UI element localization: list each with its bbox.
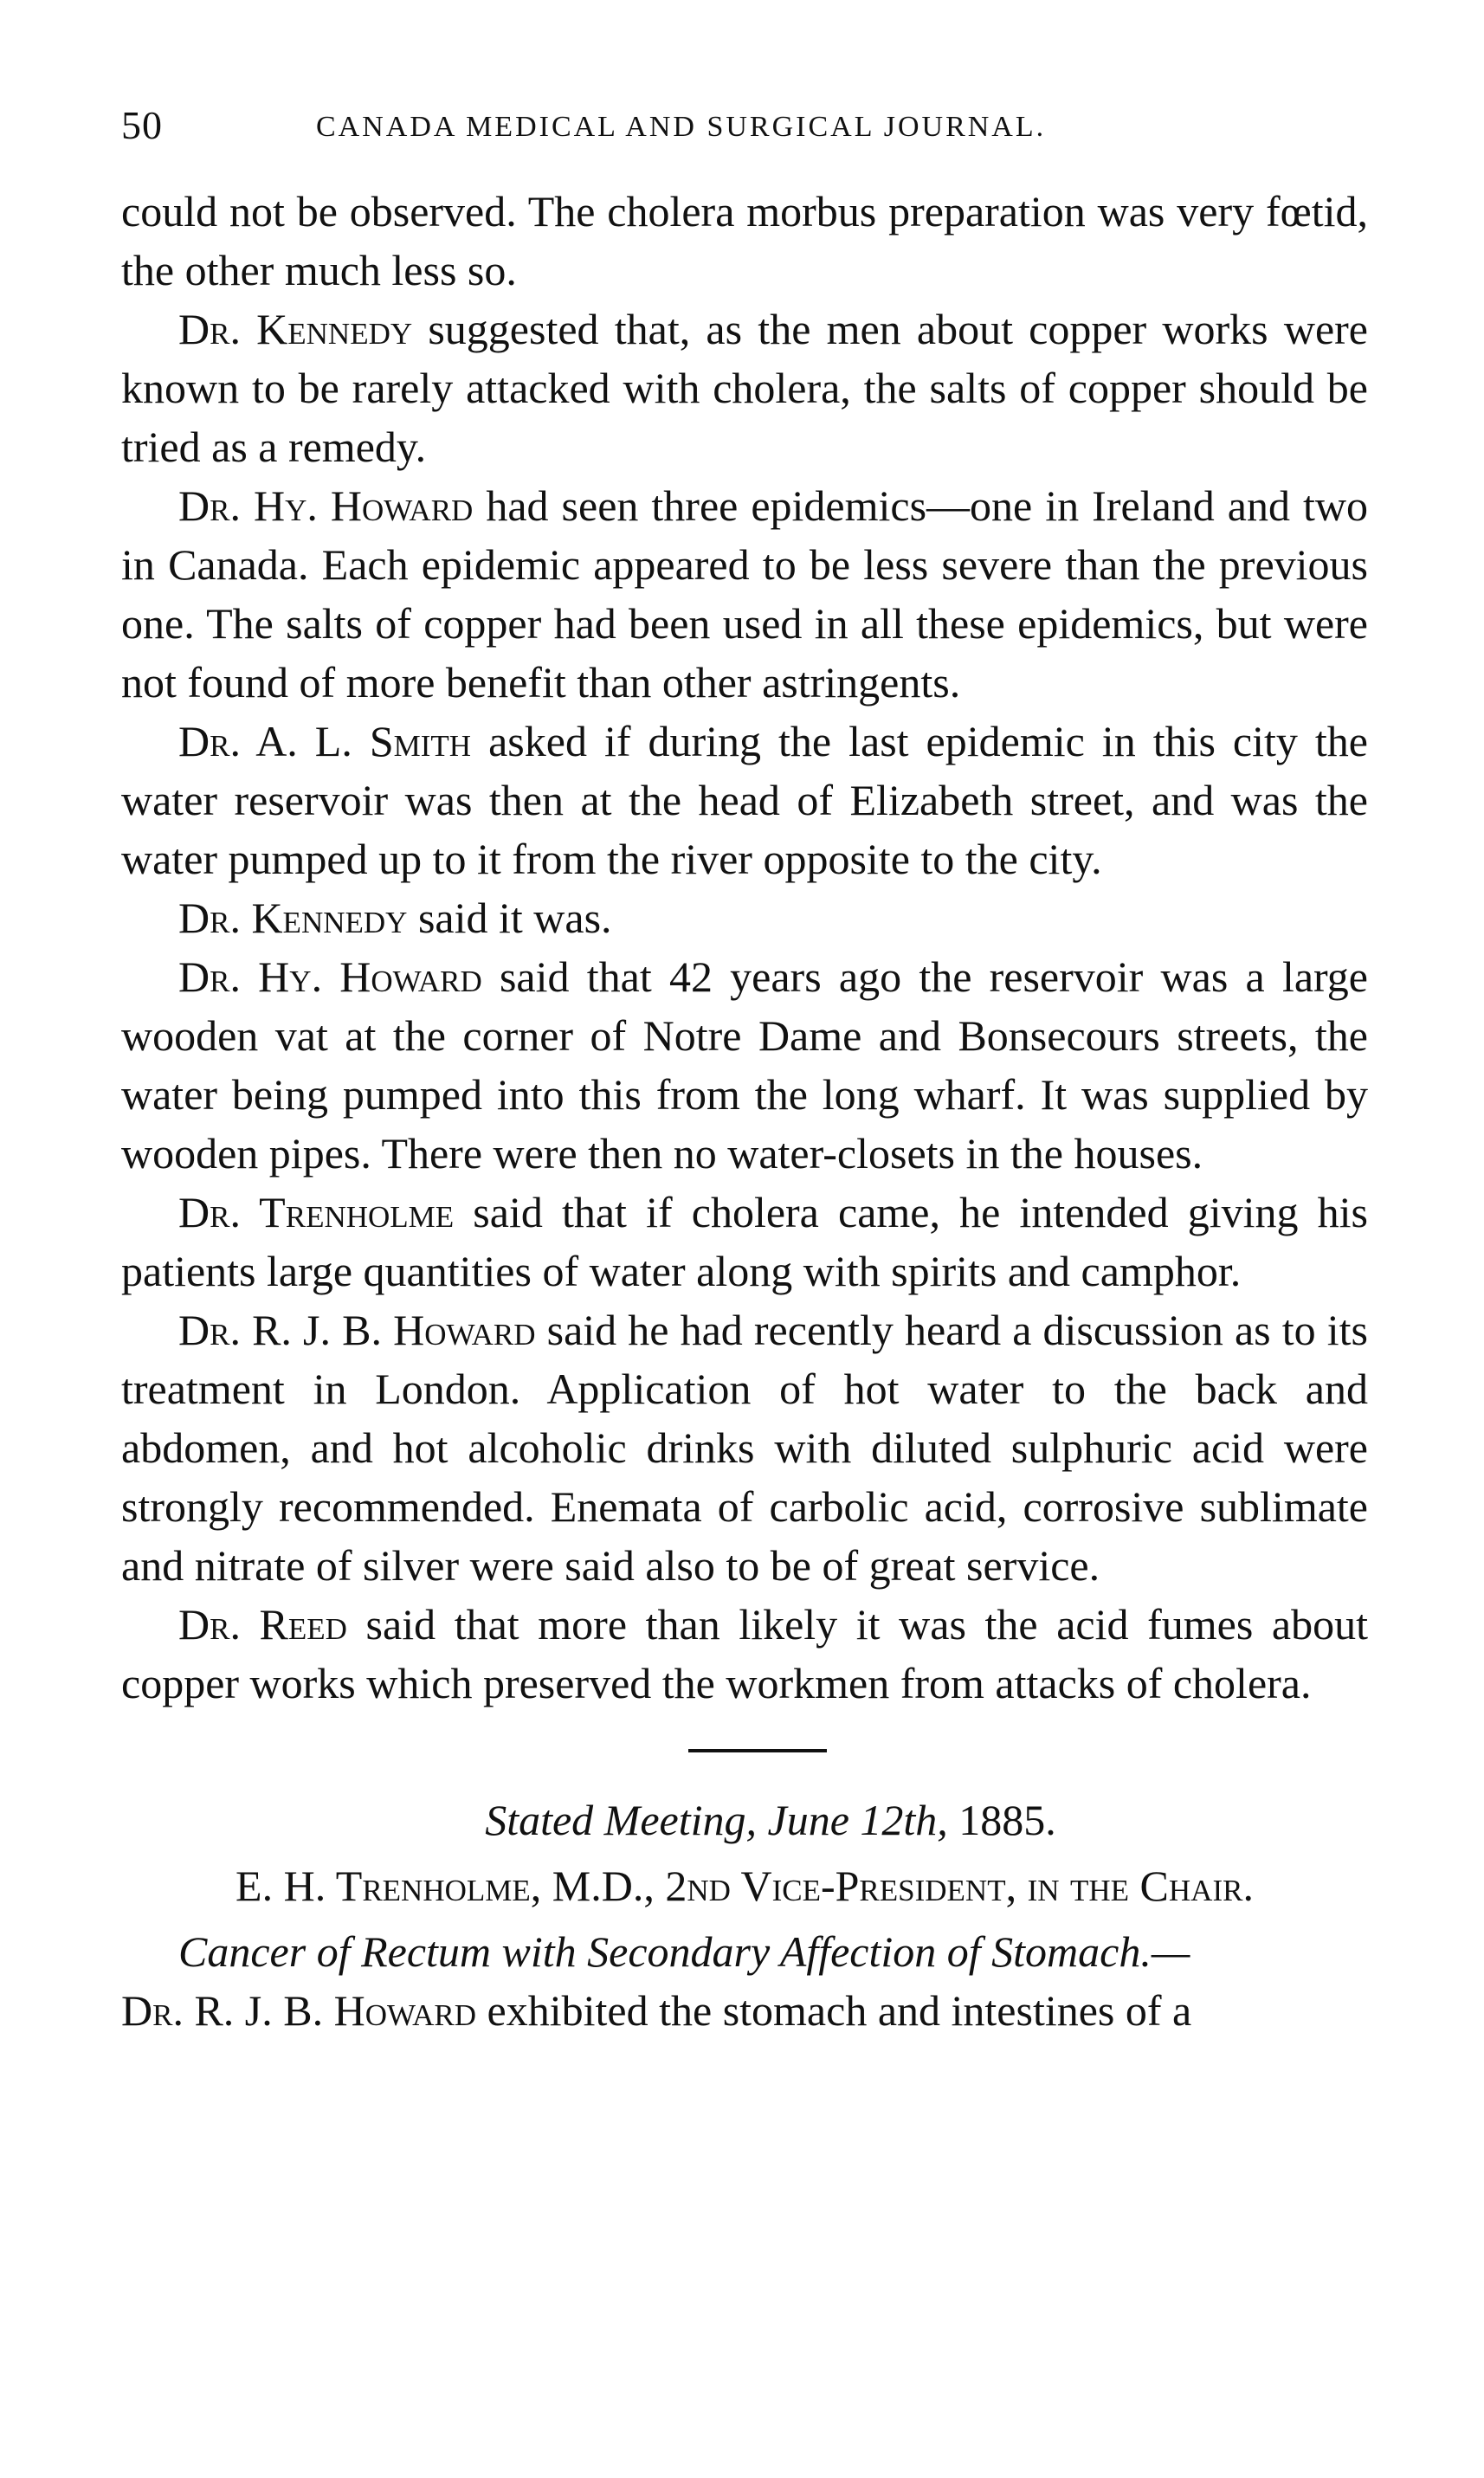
paragraph-text: said that if cholera came, he intended giving his patients large quantities of water along with spirits and camphor. bbox=[121, 1188, 1368, 1295]
page-header bbox=[121, 102, 1368, 163]
page-number: 50 bbox=[121, 103, 163, 147]
paragraph-text: asked if during the last epidemic in this city the water reservoir was then at the head of Elizabeth street, and was the water pumped up to it from the river opposite to the city. bbox=[121, 717, 1368, 883]
speaker-name: Dr. Reed bbox=[178, 1600, 347, 1649]
paragraph-text: said that 42 years ago the reservoir was a large wooden vat at the corner of Notre Dame and Bonsecours streets, the water being pumped into this from the long wharf. It was supplied by wooden pipes. There were then no water-closets in the houses. bbox=[121, 952, 1368, 1178]
paragraph-trenholme bbox=[121, 1183, 1368, 1300]
paragraph-final bbox=[121, 1981, 1368, 2040]
meeting-year: 1885. bbox=[958, 1796, 1056, 1844]
paragraph-kennedy-reply bbox=[121, 888, 1368, 947]
section-divider bbox=[121, 1713, 1368, 1791]
running-head: CANADA MEDICAL AND SURGICAL JOURNAL. bbox=[316, 111, 1047, 143]
paragraph-text: exhibited the stomach and intestines of a bbox=[476, 1986, 1192, 2035]
paragraph-smith-question bbox=[121, 712, 1368, 888]
paragraph-kennedy-suggestion bbox=[121, 300, 1368, 476]
speaker-name: Dr. Hy. Howard bbox=[178, 481, 474, 530]
paragraph-text: had seen three epidemics—one in Ireland and two in Canada. Each epidemic appeared to be less severe than the previous one. The salts of copper had been used in all these epidemics, but were not found of more benefit than other astringents. bbox=[121, 481, 1368, 707]
divider-rule bbox=[688, 1749, 827, 1752]
meeting-heading bbox=[121, 1791, 1368, 1849]
paragraph-text: suggested that, as the men about copper works were known to be rarely attacked with cholera, the salts of copper should be tried as a remedy. bbox=[121, 305, 1368, 471]
paragraph-reed bbox=[121, 1595, 1368, 1713]
paragraph-text: said he had recently heard a discussion as to its treatment in London. Application of hot water to the back and abdomen, and hot alcoholic drinks with diluted sulphuric acid were strongly recommended. Enemata of carbolic acid, corrosive sublimate and nitrate of silver were said also to be of great service. bbox=[121, 1306, 1368, 1590]
paragraph-hy-howard-epidemics bbox=[121, 476, 1368, 712]
paragraph-rjb-howard bbox=[121, 1300, 1368, 1595]
speaker-name: Dr. R. J. B. Howard bbox=[121, 1986, 477, 2035]
paragraph-continuation bbox=[121, 182, 1368, 300]
speaker-name: Dr. A. L. Smith bbox=[178, 717, 472, 765]
case-title: Cancer of Rectum with Secondary Affection of Stomach.— bbox=[178, 1927, 1190, 1976]
speaker-name: Dr. Kennedy bbox=[178, 305, 413, 353]
meeting-date: Stated Meeting, June 12th, bbox=[485, 1796, 948, 1844]
paragraph-text: could not be observed. The cholera morbus preparation was very fœtid, the other much less so. bbox=[121, 187, 1368, 294]
article-body bbox=[121, 182, 1368, 2040]
speaker-name: Dr. Kennedy bbox=[178, 894, 408, 942]
meeting-chair: E. H. Trenholme, M.D., 2nd Vice-President, in the Chair. bbox=[236, 1862, 1254, 1910]
paragraph-text: said it was. bbox=[407, 894, 612, 942]
speaker-name: Dr. Hy. Howard bbox=[178, 952, 482, 1001]
speaker-name: Dr. R. J. B. Howard bbox=[178, 1306, 536, 1354]
paragraph-text: said that more than likely it was the acid fumes about copper works which preserved the workmen from attacks of cholera. bbox=[121, 1600, 1368, 1707]
speaker-name: Dr. Trenholme bbox=[178, 1188, 455, 1236]
paragraph-hy-howard-reservoir bbox=[121, 947, 1368, 1183]
